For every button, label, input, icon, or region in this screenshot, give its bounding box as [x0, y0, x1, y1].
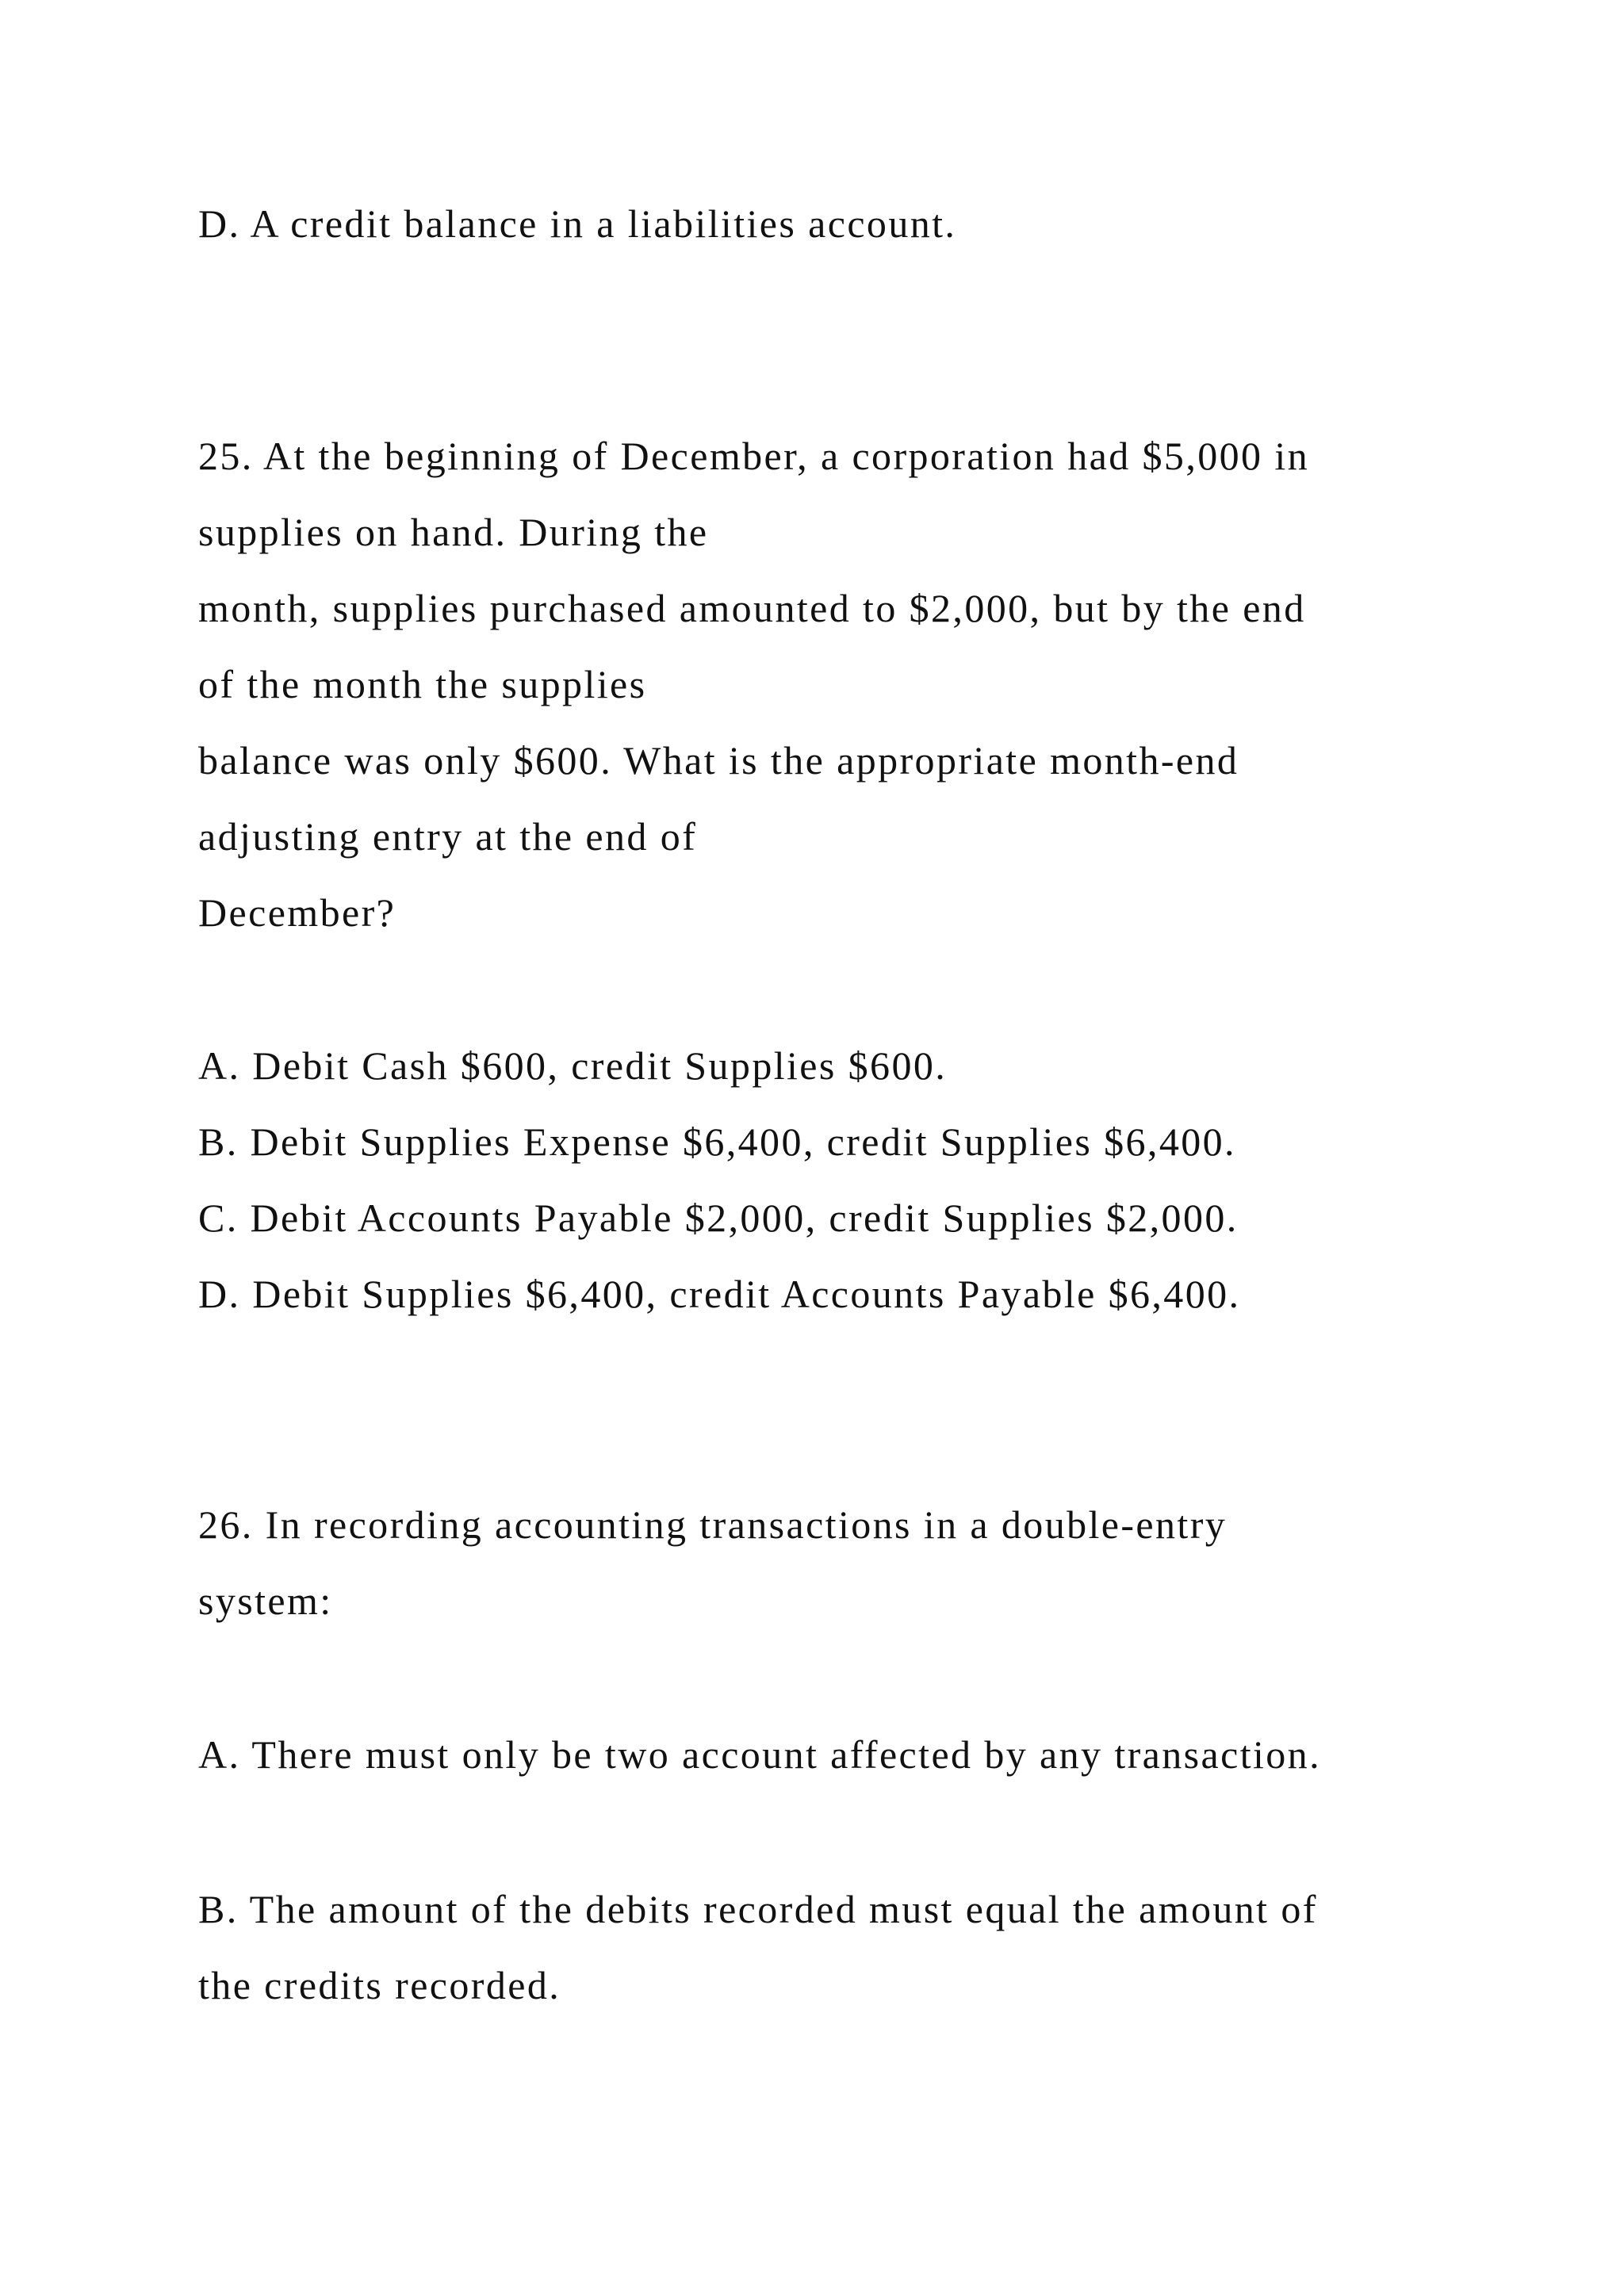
- q24-option-d: D. A credit balance in a liabilities account.: [198, 201, 957, 246]
- q26-option-a: A. There must only be two account affected by any transaction.: [198, 1732, 1321, 1777]
- q25-option-a: A. Debit Cash $600, credit Supplies $600.: [198, 1043, 948, 1088]
- q25-option-c: C. Debit Accounts Payable $2,000, credit Supplies $2,000.: [198, 1196, 1239, 1240]
- q26-option-b-line-1: B. The amount of the debits recorded must equal the amount of: [198, 1887, 1318, 1931]
- q26-option-b-line-2: the credits recorded.: [198, 1963, 561, 2007]
- q26-question-line-1: 26. In recording accounting transactions in a double-entry: [198, 1502, 1228, 1547]
- q25-question-line-6: adjusting entry at the end of: [198, 814, 698, 859]
- q25-question-line-4: of the month the supplies: [198, 662, 647, 706]
- q26-question-line-2: system:: [198, 1578, 333, 1623]
- q25-question-line-2: supplies on hand. During the: [198, 510, 709, 554]
- q25-question-line-1: 25. At the beginning of December, a corporation had $5,000 in: [198, 434, 1310, 478]
- q25-question-line-7: December?: [198, 890, 396, 935]
- q25-question-line-3: month, supplies purchased amounted to $2,000, but by the end: [198, 586, 1306, 630]
- q25-option-b: B. Debit Supplies Expense $6,400, credit Supplies $6,400.: [198, 1119, 1236, 1164]
- q25-question-line-5: balance was only $600. What is the appropriate month-end: [198, 738, 1239, 783]
- q25-option-d: D. Debit Supplies $6,400, credit Accounts Payable $6,400.: [198, 1272, 1241, 1316]
